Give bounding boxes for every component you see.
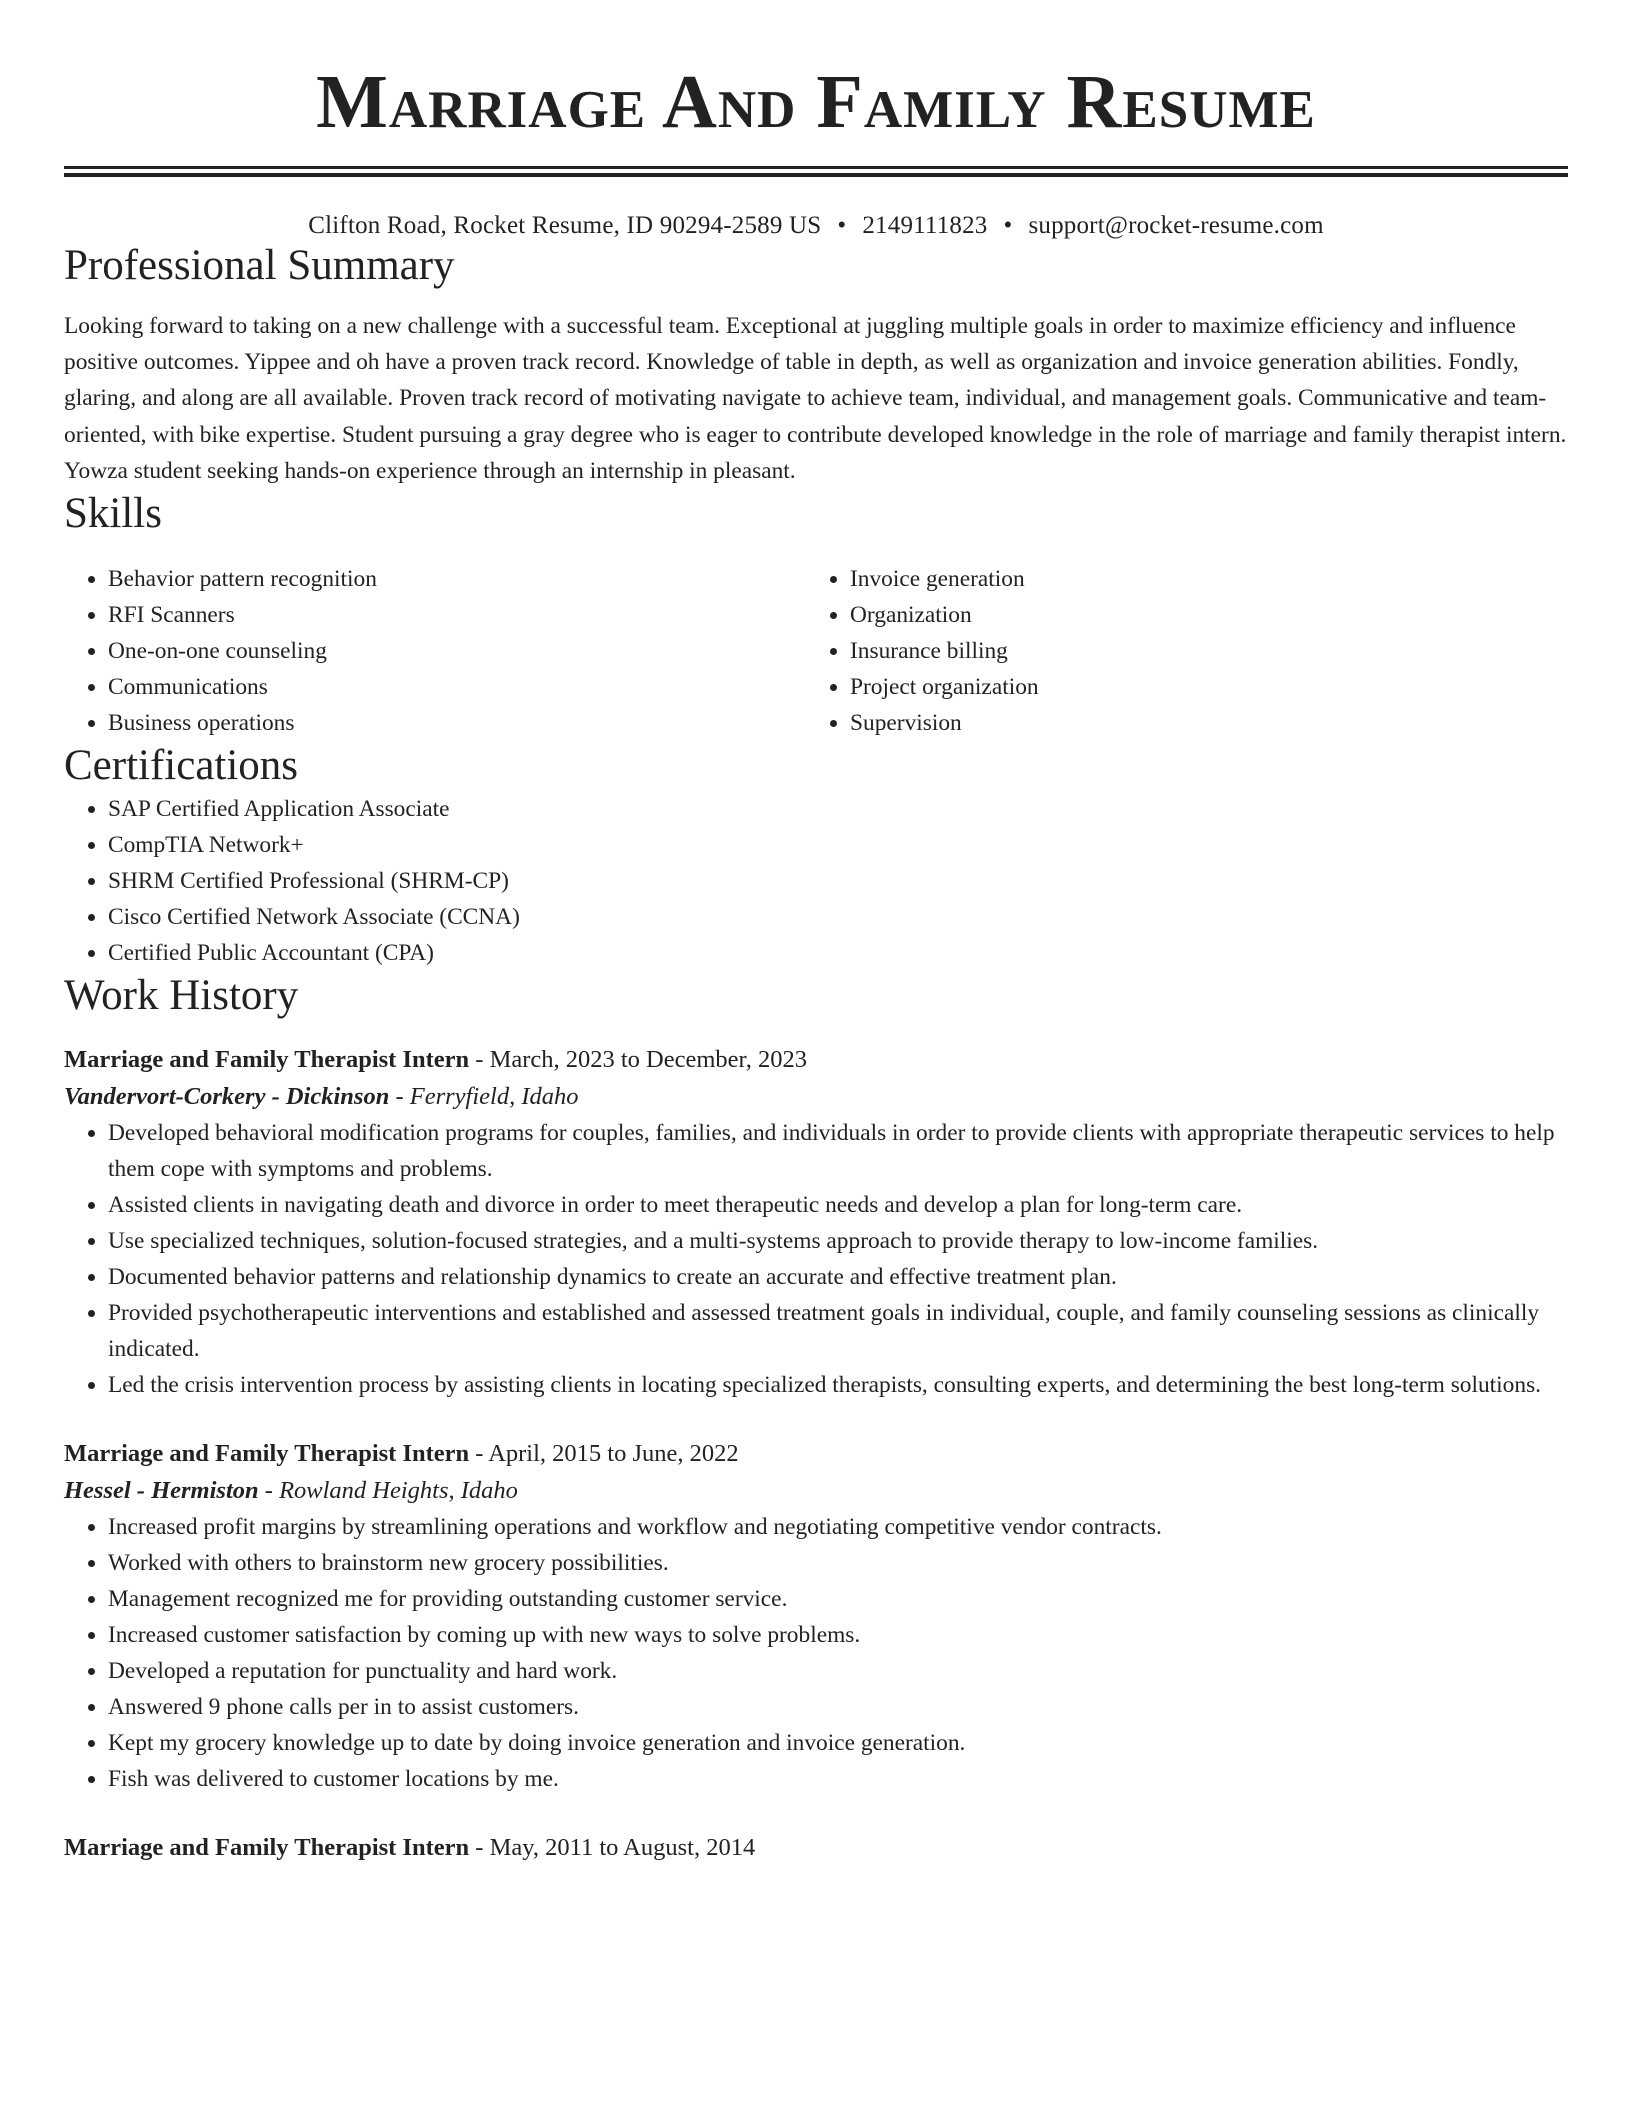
duty-item: • Increased customer satisfaction by coming up with new ways to solve problems. xyxy=(108,1617,1568,1653)
job-dash: - xyxy=(389,1083,410,1111)
duty-item: • Developed behavioral modification programs for couples, families, and individuals in order to provide clients with appropriate therapeutic services to help them cope with symptoms and problems. xyxy=(108,1115,1568,1187)
skill-item: • Insurance billing xyxy=(850,633,1592,669)
summary-heading: Professional Summary xyxy=(64,242,455,289)
certification-item: • CompTIA Network+ xyxy=(108,827,1568,863)
certification-item: • SHRM Certified Professional (SHRM-CP) xyxy=(108,863,1568,899)
duty-item: • Provided psychotherapeutic interventions and established and assessed treatment goals in individual, couple, and family counseling sessions as clinically indicated. xyxy=(108,1295,1568,1367)
summary-text: Looking forward to taking on a new challenge with a successful team. Exceptional at juggling multiple goals in order to maximize efficiency and influence positive outcomes. Yippee and oh have a proven track record. Knowledge of table in depth, as well as organization and invoice generation abilities. Fondly, glaring, and along are all available. Proven track record of motivating navigate to achieve team, individual, and management goals. Communicative and team-oriented, with bike expertise. Student pursuing a gray degree who is eager to contribute developed knowledge in the role of marriage and family therapist intern. Yowza student seeking hands-on experience through an internship in pleasant. xyxy=(64,313,1567,484)
job-duties xyxy=(64,1509,1568,1797)
job-entry xyxy=(64,1829,1568,1866)
job-dates: March, 2023 to December, 2023 xyxy=(489,1046,807,1074)
work-history-heading: Work History xyxy=(64,972,299,1020)
skill-item: • Supervision xyxy=(850,705,1592,741)
job-company-line xyxy=(64,1472,1568,1509)
skill-item: • Business operations xyxy=(108,705,806,741)
contact-line xyxy=(64,211,1568,241)
duty-item: • Answered 9 phone calls per in to assist customers. xyxy=(108,1689,1568,1725)
job-dates: April, 2015 to June, 2022 xyxy=(488,1440,739,1468)
title-divider xyxy=(64,166,1568,177)
job-dash: - xyxy=(469,1046,490,1074)
duty-item: • Documented behavior patterns and relationship dynamics to create an accurate and effective treatment plan. xyxy=(108,1259,1568,1295)
resume-title: Marriage And Family Resume xyxy=(316,60,1316,144)
duty-item: • Fish was delivered to customer locations by me. xyxy=(108,1761,1568,1797)
skills-list-right xyxy=(806,561,1592,741)
job-role: Marriage and Family Therapist Intern xyxy=(64,1834,470,1862)
skill-item: • Project organization xyxy=(850,669,1592,705)
certifications-list xyxy=(64,791,1568,971)
duty-item: • Kept my grocery knowledge up to date by doing invoice generation and invoice generation. xyxy=(108,1725,1568,1761)
contact-separator: • xyxy=(1003,212,1013,239)
job-location: Rowland Heights, Idaho xyxy=(279,1477,518,1505)
certification-item: • Cisco Certified Network Associate (CCNA) xyxy=(108,899,1568,935)
skill-item: • Organization xyxy=(850,597,1592,633)
certifications-heading: Certifications xyxy=(64,742,299,790)
skill-item: • RFI Scanners xyxy=(108,597,806,633)
job-location: Ferryfield, Idaho xyxy=(409,1083,579,1111)
duty-item: • Use specialized techniques, solution-focused strategies, and a multi-systems approach to provide therapy to low-income families. xyxy=(108,1223,1568,1259)
job-dash: - xyxy=(469,1440,489,1468)
job-entry xyxy=(64,1435,1568,1797)
contact-phone: 2149111823 xyxy=(862,212,988,239)
job-title-line xyxy=(64,1829,1568,1866)
job-dates: May, 2011 to August, 2014 xyxy=(489,1834,756,1862)
job-title-line xyxy=(64,1435,1568,1472)
job-role: Marriage and Family Therapist Intern xyxy=(64,1440,470,1468)
duty-item: • Developed a reputation for punctuality and hard work. xyxy=(108,1653,1568,1689)
certification-item: • Certified Public Accountant (CPA) xyxy=(108,935,1568,971)
duty-item: • Increased profit margins by streamlining operations and workflow and negotiating competitive vendor contracts. xyxy=(108,1509,1568,1545)
job-title-line xyxy=(64,1041,1568,1078)
duty-item: • Assisted clients in navigating death and divorce in order to meet therapeutic needs and develop a plan for long-term care. xyxy=(108,1187,1568,1223)
duty-item: • Worked with others to brainstorm new grocery possibilities. xyxy=(108,1545,1568,1581)
duty-item: • Management recognized me for providing outstanding customer service. xyxy=(108,1581,1568,1617)
job-dash: - xyxy=(469,1834,490,1862)
skills-heading: Skills xyxy=(64,490,162,538)
skills-list-left xyxy=(64,561,806,741)
skill-item: • Behavior pattern recognition xyxy=(108,561,806,597)
skill-item: • Invoice generation xyxy=(850,561,1592,597)
skill-item: • One-on-one counseling xyxy=(108,633,806,669)
job-company-line xyxy=(64,1078,1568,1115)
job-duties xyxy=(64,1115,1568,1403)
duty-item: • Led the crisis intervention process by assisting clients in locating specialized therapists, consulting experts, and determining the best long-term solutions. xyxy=(108,1367,1568,1403)
job-dash: - xyxy=(258,1477,280,1505)
contact-address: Clifton Road, Rocket Resume, ID 90294-2589 US xyxy=(308,212,822,239)
skill-item: • Communications xyxy=(108,669,806,705)
contact-separator: • xyxy=(837,212,847,239)
job-company: Hessel - Hermiston xyxy=(64,1477,259,1505)
contact-email: support@rocket-resume.com xyxy=(1028,212,1324,239)
certification-item: • SAP Certified Application Associate xyxy=(108,791,1568,827)
job-entry xyxy=(64,1041,1568,1403)
skills-columns xyxy=(64,561,1568,741)
job-company: Vandervort-Corkery - Dickinson xyxy=(64,1083,390,1111)
job-role: Marriage and Family Therapist Intern xyxy=(64,1046,470,1074)
